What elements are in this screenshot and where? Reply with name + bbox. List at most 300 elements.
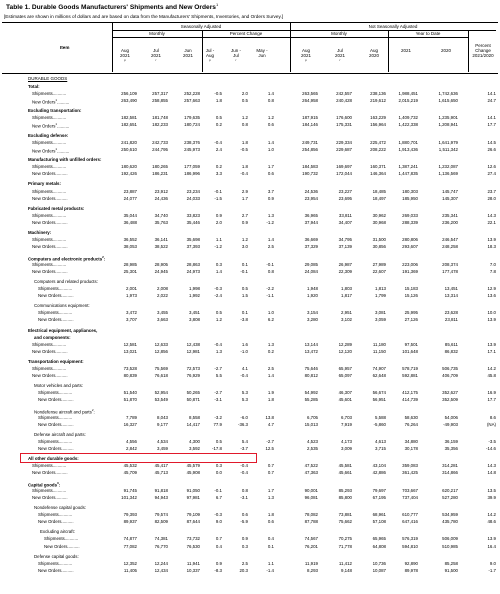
table-cell: 13.9 (487, 317, 496, 323)
table-cell: 187,915 (302, 115, 318, 121)
table-cell: 3,081 (375, 310, 386, 316)
table-cell: 1.3 (267, 341, 274, 347)
table-cell: 1,235,901 (438, 115, 458, 121)
table-cell: 269,033 (402, 212, 418, 218)
table-cell: 4,613 (375, 439, 386, 444)
table-cell: 1.8 (241, 164, 248, 170)
table-cell: 180,620 (121, 164, 137, 170)
table-cell: 527,280 (442, 494, 458, 500)
table-cell: 78,082 (304, 512, 318, 518)
table-cell: 2,842 (126, 446, 137, 452)
table-cell: 91,050 (186, 487, 200, 493)
table-cell: 506,009 (442, 536, 458, 542)
table-cell: 250,610 (121, 146, 137, 152)
row-label: New Orders.......... (38, 519, 74, 525)
table-cell: 3,459 (157, 446, 168, 452)
table-cell: 1,913,436 (398, 146, 418, 152)
table-cell: 2.9 (241, 188, 248, 194)
table-cell: 12,581 (123, 341, 137, 347)
table-cell: 7,789 (126, 414, 137, 420)
table-cell: 238,376 (184, 139, 200, 145)
row-label: Shipments........... (32, 91, 67, 96)
table-cell: 53,549 (154, 397, 168, 403)
table-cell: 45,908 (186, 470, 200, 476)
table-cell: 36,141 (154, 237, 168, 243)
table-cell: 186,231 (152, 171, 168, 177)
table-cell: 20.3 (239, 567, 248, 573)
seasonally-adjusted-header: Seasonally Adjusted (180, 24, 222, 29)
not-seasonally-adjusted-header: Not Seasonally Adjusted (368, 24, 418, 29)
table-cell: 242,557 (336, 91, 352, 96)
table-cell: 17.7 (487, 397, 496, 403)
table-cell: 647,416 (402, 519, 418, 525)
table-cell: 1.6 (241, 341, 248, 347)
table-cell: 38,522 (154, 244, 168, 250)
table-cell: 91,818 (154, 487, 168, 493)
table-cell: 3,707 (126, 317, 137, 323)
table-cell: 352,509 (442, 397, 458, 403)
table-cell: 45,713 (154, 470, 168, 476)
table-cell: 1,447,835 (398, 171, 418, 177)
table-cell: 1,948 (307, 285, 318, 291)
table-cell: 4.1 (241, 366, 248, 371)
table-cell: 79,697 (372, 487, 386, 493)
table-cell: 225,472 (370, 139, 386, 145)
table-cell: 182,651 (121, 122, 137, 128)
table-cell: 65,097 (338, 373, 352, 378)
table-cell: 58,630 (404, 414, 418, 420)
table-cell: 1.1 (215, 237, 222, 243)
table-cell: 293,607 (402, 244, 418, 250)
table-cell: 1.4 (267, 139, 274, 145)
table-cell: 28,863 (186, 261, 200, 267)
table-cell: 12,244 (154, 560, 168, 566)
row-label: New Orders.......... (38, 446, 74, 452)
row-label: New Orders$^1$.......... (32, 122, 70, 129)
row-label: New Orders.......... (32, 373, 68, 378)
table-cell: 0.1 (241, 310, 248, 316)
table-cell: 31,500 (372, 237, 386, 243)
table-cell: 6.7 (215, 494, 222, 500)
column-header: Jun - Jul $^r$ (230, 48, 241, 63)
row-label: New Orders$^1$.......... (32, 98, 70, 105)
table-cell: -2.2 (266, 285, 274, 291)
table-cell: 39.9 (487, 494, 496, 500)
table-cell: 36,488 (123, 219, 137, 225)
table-cell: -0.4 (240, 373, 248, 378)
row-label: Nondefense aircraft and parts$^2$: (34, 407, 95, 415)
table-row (0, 567, 500, 575)
row-label: New Orders.......... (32, 494, 68, 500)
table-cell: 17.7 (487, 122, 496, 128)
table-cell: 4,556 (126, 439, 137, 444)
table-cell: 37,944 (304, 219, 318, 225)
table-cell: 42,886 (372, 470, 386, 476)
table-cell: 592,881 (402, 373, 418, 378)
table-cell: 5.3 (241, 397, 248, 403)
row-label: Shipments........... (32, 463, 67, 469)
table-cell: 263,490 (121, 98, 137, 104)
table-cell: 2,535 (307, 446, 318, 452)
table-cell: 0.2 (215, 164, 222, 170)
row-label: Primary metals: (28, 181, 61, 187)
table-cell: 0.7 (215, 536, 222, 542)
table-cell: 87,788 (304, 519, 318, 525)
table-cell: 258,855 (152, 98, 168, 104)
table-cell: 0.9 (215, 560, 222, 566)
table-cell: 361,425 (402, 470, 418, 476)
table-cell: 208,374 (442, 261, 458, 267)
table-cell: 89,937 (123, 519, 137, 525)
table-cell: 578,719 (402, 366, 418, 371)
table-cell: 89,978 (404, 567, 418, 573)
row-label: Manufacturing with unfilled orders: (28, 157, 102, 163)
table-row (0, 396, 500, 404)
table-cell: 23.7 (487, 188, 496, 194)
table-cell: 8,043 (157, 414, 168, 420)
table-cell: 75,569 (154, 366, 168, 371)
column-header: 2021 (400, 48, 411, 53)
table-cell: 435,780 (442, 519, 458, 525)
table-cell: 156,964 (370, 122, 386, 128)
table-cell: 1,992 (189, 292, 200, 298)
row-label: Shipments........... (32, 212, 67, 218)
table-cell: 22,309 (338, 268, 352, 274)
table-cell: 2.0 (215, 219, 222, 225)
table-cell: 80,839 (123, 373, 137, 378)
row-label: New Orders.......... (32, 470, 68, 476)
table-cell: 252,228 (184, 91, 200, 96)
table-cell: -3.8 (240, 317, 248, 323)
table-cell: -17.8 (211, 446, 222, 452)
table-row (0, 372, 500, 380)
table-cell: 0.9 (267, 195, 274, 201)
table-cell: 3.7 (267, 188, 274, 194)
table-cell: 186,996 (184, 171, 200, 177)
table-cell: 90,001 (304, 487, 318, 493)
column-header: Aug 2021 $^p$ (300, 48, 311, 63)
table-cell: -2.7 (214, 390, 222, 396)
row-label: Excluding transportation: (28, 108, 82, 114)
table-cell: 506,735 (442, 366, 458, 371)
row-label: Communications equipment: (34, 303, 90, 309)
table-cell: -6.0 (240, 414, 248, 420)
table-cell: 4,173 (341, 439, 352, 444)
table-cell: 610,777 (402, 512, 418, 518)
table-cell: 76,929 (186, 373, 200, 378)
table-cell: 85,800 (338, 494, 352, 500)
row-label: Shipments........... (32, 115, 67, 121)
table-cell: 34,880 (404, 439, 418, 444)
table-cell: 76,201 (304, 543, 318, 549)
table-cell: 75,662 (338, 519, 352, 525)
table-cell: 85,611 (444, 341, 458, 347)
table-cell: 1.8 (267, 397, 274, 403)
table-cell: 576,319 (402, 536, 418, 542)
table-cell: 14.3 (487, 212, 496, 218)
table-cell: -3.5 (488, 439, 496, 444)
table-cell: 703,667 (402, 487, 418, 493)
table-cell: 13.9 (487, 341, 496, 347)
table-cell: 2.5 (267, 244, 274, 250)
table-cell: 47,522 (304, 463, 318, 469)
table-cell: 13.6 (487, 292, 496, 298)
table-cell: 15,013 (304, 421, 318, 427)
table-row (0, 494, 500, 502)
table-cell: 1,988,451 (398, 91, 418, 96)
table-cell: 257,317 (152, 91, 168, 96)
table-cell: 24,084 (304, 268, 318, 274)
table-cell: 23,887 (123, 188, 137, 194)
table-cell: 23,227 (338, 188, 352, 194)
table-cell: 79,574 (154, 512, 168, 518)
row-label: Shipments........... (32, 366, 67, 371)
row-label: New Orders.......... (38, 397, 74, 403)
table-cell: 238,136 (370, 91, 386, 96)
table-cell: 35,044 (123, 212, 137, 218)
table-cell: 77.9 (213, 421, 222, 427)
table-cell: 33,811 (338, 212, 352, 218)
table-cell: 175,331 (336, 122, 352, 128)
table-cell: 288,339 (402, 219, 418, 225)
table-cell: 1,813 (375, 285, 386, 291)
table-cell: 51,540 (123, 390, 137, 396)
table-cell: 23,695 (338, 195, 352, 201)
item-column-header: Item (60, 45, 70, 50)
table-cell: 176,600 (336, 115, 352, 121)
table-row (0, 445, 500, 453)
table-cell: 46,307 (338, 390, 352, 396)
table-cell: 101,648 (402, 348, 418, 354)
table-cell: 23,811 (444, 317, 458, 323)
table-cell: 254,856 (302, 146, 318, 152)
table-cell: 229,334 (336, 139, 352, 145)
table-cell: 4.7 (267, 421, 274, 427)
table-cell: 0.9 (241, 536, 248, 542)
table-cell: 244,795 (152, 146, 168, 152)
table-cell: -2.7 (214, 366, 222, 371)
table-cell: 1.4 (267, 91, 274, 96)
table-cell: 68,961 (372, 512, 386, 518)
table-cell: 23,234 (186, 188, 200, 194)
table-cell: 43,104 (372, 463, 386, 469)
table-cell: 12,633 (154, 341, 168, 347)
table-cell: 1,232,087 (438, 164, 458, 170)
column-header: 2020 (440, 48, 451, 53)
table-cell: 76,770 (154, 543, 168, 549)
table-cell: 92,890 (404, 560, 418, 566)
table-cell: 3,592 (189, 446, 200, 452)
row-label: Fabricated metal products: (28, 205, 85, 211)
row-label: Nondefense capital goods: (34, 505, 86, 510)
table-cell: 1,998 (189, 285, 200, 291)
table-cell: 75,646 (304, 366, 318, 371)
table-cell: 1.2 (267, 115, 274, 121)
table-cell: 73,528 (123, 366, 137, 371)
row-label: Shipments........... (44, 536, 79, 542)
table-cell: 27,126 (404, 317, 418, 323)
table-cell: 3,009 (341, 446, 352, 452)
table-cell: 182,233 (152, 122, 168, 128)
table-row (0, 170, 500, 178)
table-cell: 73,881 (338, 512, 352, 518)
table-cell: 16,327 (123, 421, 137, 427)
table-cell: -0.1 (214, 188, 222, 194)
row-label: Shipments........... (38, 512, 73, 518)
row-label: New Orders.......... (44, 543, 80, 549)
row-label: Shipments........... (38, 285, 73, 291)
table-cell: 0.1 (267, 543, 274, 549)
table-cell: 15,183 (404, 285, 418, 291)
table-cell: 14.1 (487, 91, 496, 96)
table-row (0, 543, 500, 551)
table-cell: 184,146 (302, 122, 318, 128)
table-cell: 1.4 (215, 268, 222, 274)
table-cell: 406,709 (442, 373, 458, 378)
table-cell: 13,451 (444, 285, 458, 291)
table-cell: 12,434 (154, 567, 168, 573)
row-label: Transportation equipment: (28, 358, 84, 364)
table-cell: 3,455 (157, 310, 168, 316)
table-cell: 48.6 (487, 519, 496, 525)
table-cell: 18,485 (372, 188, 386, 194)
table-cell: 190,732 (302, 171, 318, 177)
table-cell: 14.2 (487, 512, 496, 518)
row-label: New Orders.......... (32, 195, 68, 201)
table-cell: 219,612 (370, 98, 386, 104)
table-cell: 0.8 (267, 98, 274, 104)
table-cell: 1.8 (215, 98, 222, 104)
table-cell: 35,446 (186, 219, 200, 225)
table-row (0, 243, 500, 251)
table-cell: 22.1 (487, 219, 496, 225)
table-cell: 1.9 (267, 390, 274, 396)
table-cell: 2,951 (341, 310, 352, 316)
table-cell: 74,877 (123, 536, 137, 542)
table-cell: 1,409,732 (398, 115, 418, 121)
table-cell: 70,275 (338, 536, 352, 542)
table-cell: 2.5 (267, 366, 274, 371)
table-cell: 2,015,219 (398, 98, 418, 104)
table-cell: 17.1 (487, 348, 496, 354)
table-cell: 29,085 (304, 261, 318, 267)
table-cell: -49,903 (443, 421, 458, 427)
table-cell: 24,945 (154, 268, 168, 274)
table-cell: 9.0 (215, 519, 222, 525)
row-label: Shipments........... (38, 310, 73, 316)
table-cell: 8.6 (489, 414, 496, 420)
table-cell: 12,981 (186, 348, 200, 354)
table-cell: 185,950 (402, 195, 418, 201)
percent-change-sa-header: Percent Change (229, 31, 263, 36)
table-cell: 23,628 (444, 310, 458, 316)
table-cell: 54,992 (304, 390, 318, 396)
table-cell: 25,301 (123, 268, 137, 274)
row-label: Computers and related products: (34, 278, 98, 284)
table-cell: 76,530 (186, 543, 200, 549)
table-cell: 36,159 (444, 439, 458, 444)
table-cell: 223,006 (402, 261, 418, 267)
column-header: Aug 2021 $^p$ (119, 48, 130, 63)
table-cell: 33,823 (186, 212, 200, 218)
table-cell: 14.5 (487, 139, 496, 145)
table-cell: 76,618 (154, 373, 168, 378)
table-cell: 0.8 (241, 122, 248, 128)
table-cell: 47,363 (304, 470, 318, 476)
table-cell: 12.6 (487, 164, 496, 170)
table-cell: 2.0 (241, 91, 248, 96)
table-cell: 4,300 (189, 439, 200, 444)
table-cell: 0.9 (241, 219, 248, 225)
table-cell: -1.5 (214, 195, 222, 201)
table-cell: 36,965 (304, 212, 318, 218)
table-cell: 0.8 (241, 487, 248, 493)
table-cell: 0.5 (215, 310, 222, 316)
table-cell: 240,428 (336, 98, 352, 104)
table-cell: 236,200 (442, 219, 458, 225)
row-label: Shipments........... (32, 139, 67, 145)
table-cell: 1,511,342 (438, 146, 458, 152)
table-cell: 3,663 (157, 317, 168, 323)
table-cell: 11,941 (186, 560, 200, 566)
table-cell: 1.7 (241, 195, 248, 201)
table-row (0, 146, 500, 154)
row-label: New Orders.......... (32, 244, 68, 250)
column-header: Jun 2021 (182, 48, 193, 59)
table-cell: 54,006 (444, 414, 458, 420)
table-cell: -0.5 (240, 146, 248, 152)
table-title: Table 1. Durable Goods Manufacturers' Shipments and New Orders$^1$ (6, 2, 219, 12)
table-cell: 64,808 (372, 543, 386, 549)
table-cell: 28,905 (154, 261, 168, 267)
table-cell: 97,501 (404, 341, 418, 347)
table-cell: 85,258 (444, 560, 458, 566)
row-label: Shipments........... (32, 237, 67, 243)
column-header: Jul 2021 $^r$ (334, 48, 345, 63)
table-cell: 14.2 (487, 366, 496, 371)
table-cell: 3.0 (241, 244, 248, 250)
table-cell: 10,087 (372, 567, 386, 573)
table-cell: 3,472 (126, 310, 137, 316)
row-label: New Orders.......... (38, 567, 74, 573)
table-row (0, 219, 500, 227)
table-cell: 11,405 (123, 567, 137, 573)
table-cell: 35,698 (186, 237, 200, 243)
table-cell: -0.4 (240, 470, 248, 476)
table-cell: 34,795 (338, 237, 352, 243)
table-cell: 1.5 (241, 292, 248, 298)
table-cell: 1,799 (375, 292, 386, 298)
table-row (0, 421, 500, 429)
table-cell: 5.3 (241, 390, 248, 396)
table-cell: 6.2 (267, 317, 274, 323)
header-rule (290, 22, 291, 72)
monthly-nsa-header: Monthly (331, 31, 347, 36)
row-label: Shipments........... (32, 341, 67, 347)
table-cell: 13.8 (265, 414, 274, 420)
table-cell: 245,973 (184, 146, 200, 152)
table-cell: 249,731 (302, 139, 318, 145)
table-cell: -0.3 (214, 285, 222, 291)
table-row (0, 518, 500, 526)
table-cell: 2,022 (157, 292, 168, 298)
table-cell: 4,534 (157, 439, 168, 444)
table-cell: 0.0 (215, 470, 222, 476)
table-cell: 1.8 (241, 139, 248, 145)
table-cell: 1.1 (267, 560, 274, 566)
table-cell: 12,352 (123, 560, 137, 566)
table-cell: 87,644 (186, 519, 200, 525)
